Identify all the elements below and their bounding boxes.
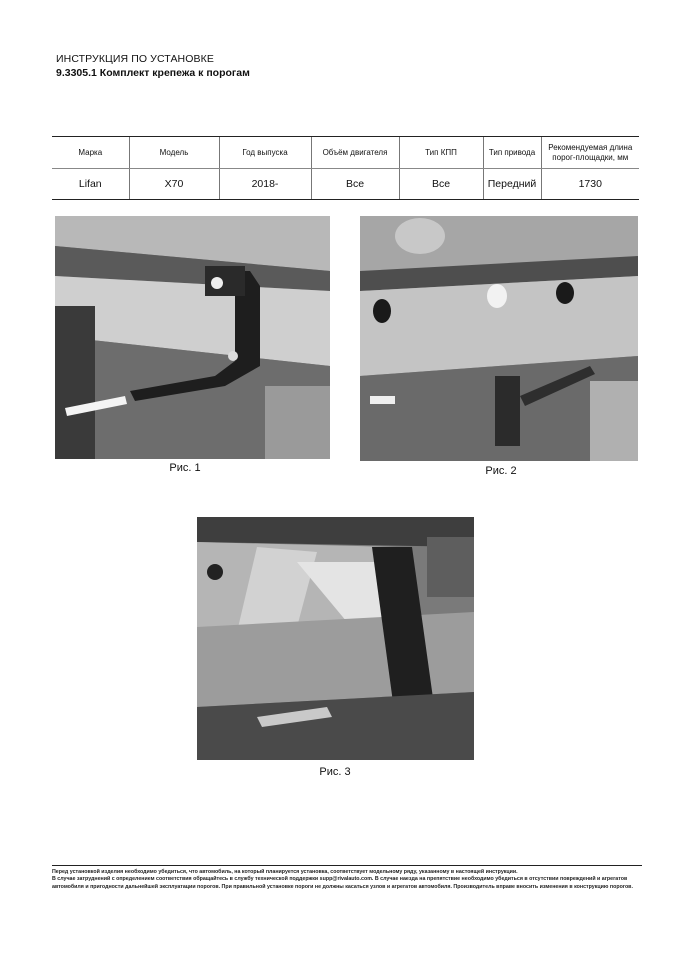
header-drive: Тип привода	[483, 137, 541, 169]
figure-3-caption: Рис. 3	[319, 766, 351, 778]
cell-drive: Передний	[483, 169, 541, 200]
header-model: Модель	[129, 137, 219, 169]
cell-length: 1730	[541, 169, 639, 200]
cell-make: Lifan	[52, 169, 129, 200]
figure-1-caption: Рис. 1	[169, 462, 201, 474]
cell-engine: Все	[311, 169, 399, 200]
document-subtitle: 9.3305.1 Комплект крепежа к порогам	[56, 67, 250, 79]
header-make: Марка	[52, 137, 129, 169]
disclaimer-line-2: В случае затруднений с определением соответствия обращайтесь в службу технической поддержки supp@rivalauto.com. В случае наезда на препятствие необходимо убедиться в отсутствии повреждений и агрегатов автомобиля и пригодности дальнейшей эксплуатации порогов. При правильной установке пороги не должны касаться узлов и агрегатов автомобиля. Производитель вправе вносить изменения в конструкцию порогов.	[52, 876, 633, 890]
header-length: Рекомендуемая длина порог-площадки, мм	[541, 137, 639, 169]
table-header-row	[52, 137, 639, 169]
header-engine: Объём двигателя	[311, 137, 399, 169]
vehicle-spec-table	[52, 136, 639, 200]
cell-transmission: Все	[399, 169, 483, 200]
cell-model: X70	[129, 169, 219, 200]
disclaimer-line-1: Перед установкой изделия необходимо убедиться, что автомобиль, на который планируется установка, соответствует модельному ряду, указанному в настоящей инструкции.	[52, 869, 518, 875]
header-year: Год выпуска	[219, 137, 311, 169]
footer-disclaimer	[52, 865, 642, 891]
figure-2-caption: Рис. 2	[485, 465, 517, 477]
table-row	[52, 169, 639, 200]
figure-2-photo	[360, 216, 638, 461]
header-transmission: Тип КПП	[399, 137, 483, 169]
figure-1-photo	[55, 216, 330, 459]
figure-3-photo	[197, 517, 474, 760]
cell-year: 2018-	[219, 169, 311, 200]
document-title: ИНСТРУКЦИЯ ПО УСТАНОВКЕ	[56, 53, 214, 65]
